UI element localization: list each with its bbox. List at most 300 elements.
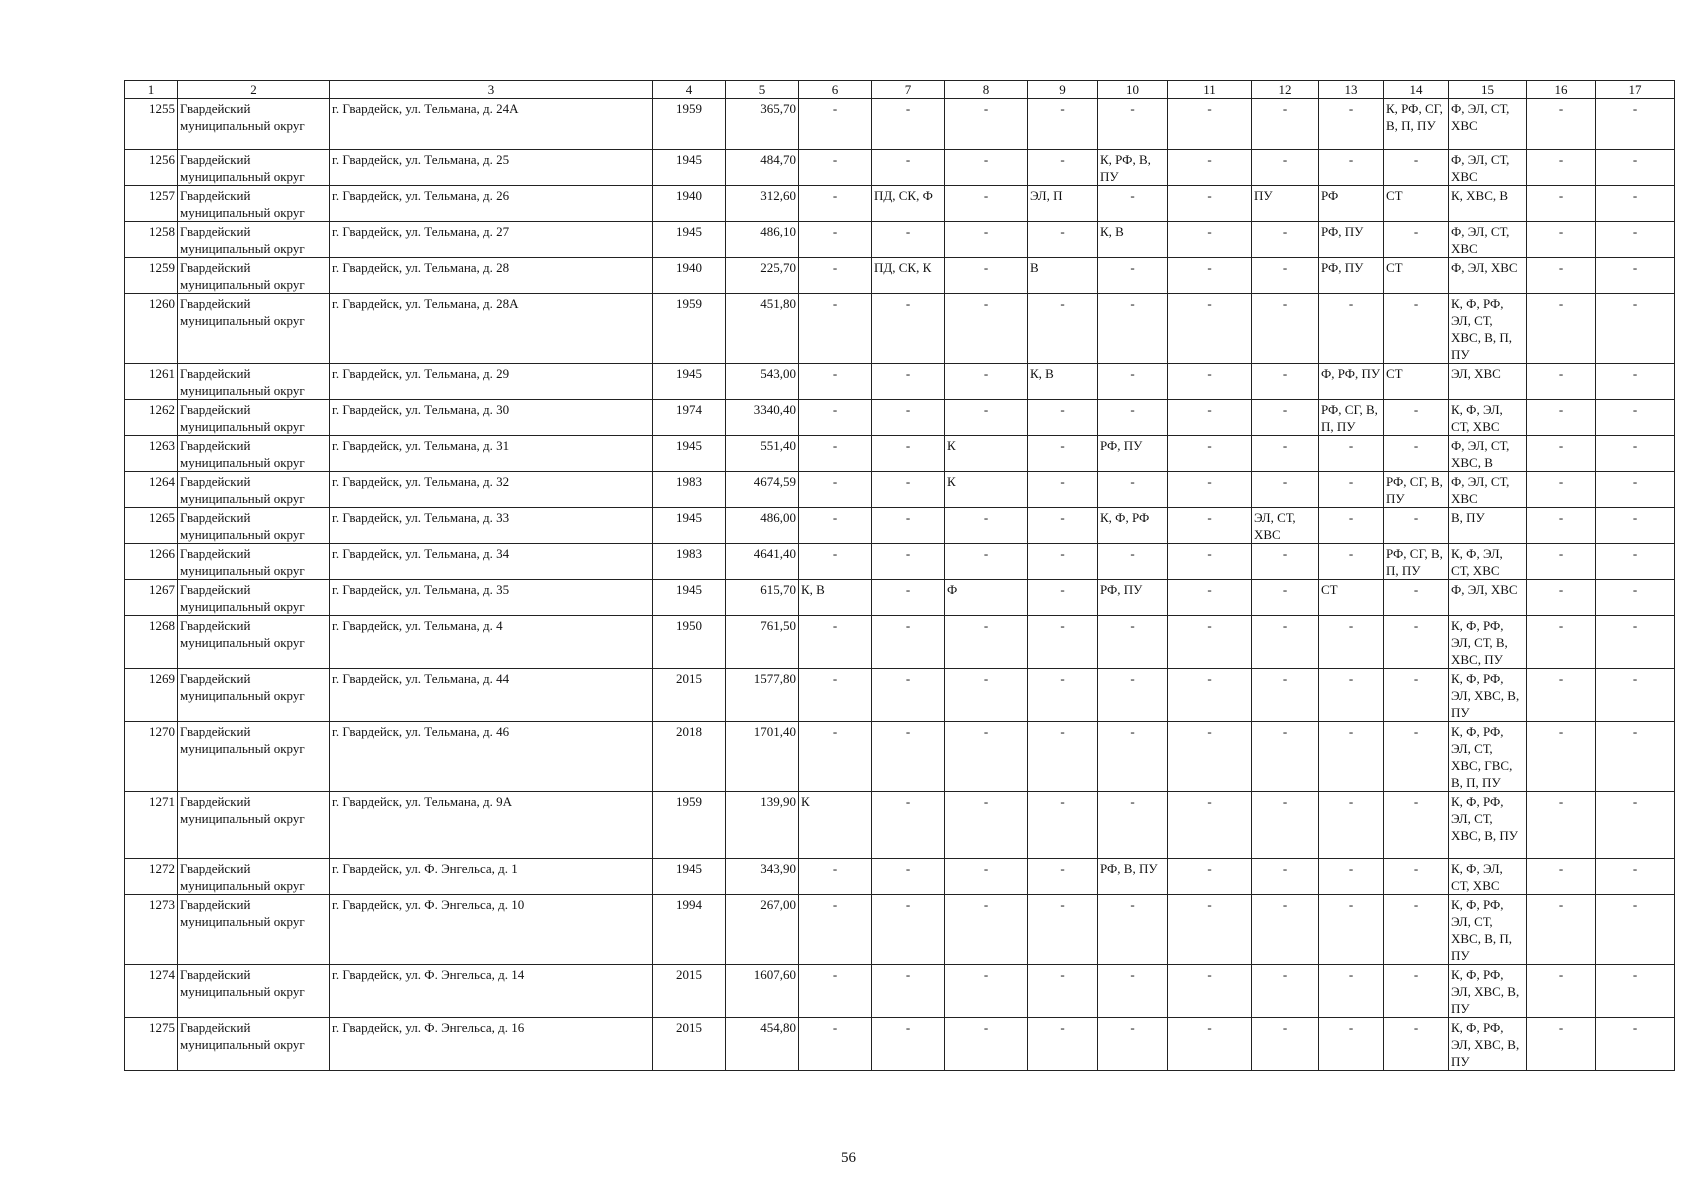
address-cell: г. Гвардейск, ул. Тельмана, д. 27 <box>330 222 653 258</box>
year-cell: 1945 <box>653 436 726 472</box>
col-10-cell: - <box>1098 186 1168 222</box>
municipality-cell: Гвардейский муниципальный округ <box>178 364 330 400</box>
column-header: 14 <box>1384 81 1449 99</box>
col-9-cell: - <box>1028 508 1098 544</box>
col-10-cell: - <box>1098 1018 1168 1071</box>
municipality-cell: Гвардейский муниципальный округ <box>178 792 330 859</box>
col-7-cell: - <box>872 222 945 258</box>
col-11-cell: - <box>1168 99 1252 150</box>
col-17-cell: - <box>1596 436 1675 472</box>
col-12-cell: - <box>1252 895 1319 965</box>
col-9-cell: К, В <box>1028 364 1098 400</box>
col-14-cell: - <box>1384 669 1449 722</box>
col-11-cell: - <box>1168 1018 1252 1071</box>
housing-registry-table <box>124 80 1675 1071</box>
col-9-cell: - <box>1028 436 1098 472</box>
col-13-cell: - <box>1319 669 1384 722</box>
col-17-cell: - <box>1596 150 1675 186</box>
year-cell: 1940 <box>653 258 726 294</box>
col-6-cell: - <box>799 965 872 1018</box>
col-12-cell: - <box>1252 669 1319 722</box>
col-8-cell: - <box>945 895 1028 965</box>
col-15-cell: ЭЛ, ХВС <box>1449 364 1527 400</box>
address-cell: г. Гвардейск, ул. Тельмана, д. 44 <box>330 669 653 722</box>
area-cell: 543,00 <box>726 364 799 400</box>
col-14-cell: - <box>1384 436 1449 472</box>
col-14-cell: - <box>1384 150 1449 186</box>
col-10-cell: - <box>1098 472 1168 508</box>
record-number-cell: 1262 <box>125 400 178 436</box>
col-9-cell: - <box>1028 669 1098 722</box>
col-11-cell: - <box>1168 722 1252 792</box>
col-16-cell: - <box>1527 792 1596 859</box>
col-6-cell: - <box>799 895 872 965</box>
col-14-cell: - <box>1384 294 1449 364</box>
area-cell: 312,60 <box>726 186 799 222</box>
col-14-cell: - <box>1384 222 1449 258</box>
col-16-cell: - <box>1527 669 1596 722</box>
record-number-cell: 1255 <box>125 99 178 150</box>
col-17-cell: - <box>1596 544 1675 580</box>
table-row <box>125 722 1675 792</box>
col-9-cell: - <box>1028 722 1098 792</box>
municipality-cell: Гвардейский муниципальный округ <box>178 544 330 580</box>
col-17-cell: - <box>1596 792 1675 859</box>
column-header: 3 <box>330 81 653 99</box>
col-13-cell: - <box>1319 722 1384 792</box>
col-17-cell: - <box>1596 965 1675 1018</box>
year-cell: 1945 <box>653 150 726 186</box>
col-6-cell: - <box>799 364 872 400</box>
col-10-cell: - <box>1098 400 1168 436</box>
table-row <box>125 544 1675 580</box>
col-15-cell: К, Ф, РФ, ЭЛ, ХВС, В, ПУ <box>1449 669 1527 722</box>
col-12-cell: - <box>1252 1018 1319 1071</box>
col-17-cell: - <box>1596 859 1675 895</box>
record-number-cell: 1264 <box>125 472 178 508</box>
year-cell: 2015 <box>653 669 726 722</box>
area-cell: 343,90 <box>726 859 799 895</box>
col-12-cell: - <box>1252 859 1319 895</box>
col-6-cell: - <box>799 222 872 258</box>
address-cell: г. Гвардейск, ул. Тельмана, д. 31 <box>330 436 653 472</box>
municipality-cell: Гвардейский муниципальный округ <box>178 400 330 436</box>
column-header: 4 <box>653 81 726 99</box>
col-16-cell: - <box>1527 222 1596 258</box>
area-cell: 451,80 <box>726 294 799 364</box>
col-17-cell: - <box>1596 400 1675 436</box>
col-14-cell: СТ <box>1384 364 1449 400</box>
col-12-cell: - <box>1252 544 1319 580</box>
col-11-cell: - <box>1168 436 1252 472</box>
year-cell: 1945 <box>653 508 726 544</box>
col-7-cell: - <box>872 99 945 150</box>
col-14-cell: СТ <box>1384 186 1449 222</box>
record-number-cell: 1256 <box>125 150 178 186</box>
table-row <box>125 99 1675 150</box>
area-cell: 4641,40 <box>726 544 799 580</box>
col-10-cell: - <box>1098 965 1168 1018</box>
record-number-cell: 1261 <box>125 364 178 400</box>
col-13-cell: РФ <box>1319 186 1384 222</box>
column-header: 9 <box>1028 81 1098 99</box>
area-cell: 761,50 <box>726 616 799 669</box>
col-13-cell: РФ, ПУ <box>1319 258 1384 294</box>
table-row <box>125 1018 1675 1071</box>
record-number-cell: 1267 <box>125 580 178 616</box>
col-7-cell: - <box>872 669 945 722</box>
area-cell: 486,10 <box>726 222 799 258</box>
registry-body <box>125 99 1675 1071</box>
col-15-cell: К, Ф, РФ, ЭЛ, СТ, ХВС, В, П, ПУ <box>1449 895 1527 965</box>
year-cell: 1950 <box>653 616 726 669</box>
col-6-cell: - <box>799 99 872 150</box>
municipality-cell: Гвардейский муниципальный округ <box>178 1018 330 1071</box>
address-cell: г. Гвардейск, ул. Тельмана, д. 30 <box>330 400 653 436</box>
record-number-cell: 1271 <box>125 792 178 859</box>
col-13-cell: - <box>1319 859 1384 895</box>
col-12-cell: - <box>1252 258 1319 294</box>
area-cell: 551,40 <box>726 436 799 472</box>
column-header: 13 <box>1319 81 1384 99</box>
col-15-cell: В, ПУ <box>1449 508 1527 544</box>
col-15-cell: Ф, ЭЛ, СТ, ХВС <box>1449 150 1527 186</box>
area-cell: 484,70 <box>726 150 799 186</box>
col-6-cell: К <box>799 792 872 859</box>
col-16-cell: - <box>1527 400 1596 436</box>
col-8-cell: - <box>945 544 1028 580</box>
col-10-cell: - <box>1098 364 1168 400</box>
col-17-cell: - <box>1596 669 1675 722</box>
col-12-cell: - <box>1252 616 1319 669</box>
col-17-cell: - <box>1596 258 1675 294</box>
address-cell: г. Гвардейск, ул. Тельмана, д. 24А <box>330 99 653 150</box>
col-6-cell: - <box>799 544 872 580</box>
address-cell: г. Гвардейск, ул. Тельмана, д. 29 <box>330 364 653 400</box>
col-11-cell: - <box>1168 400 1252 436</box>
col-7-cell: - <box>872 859 945 895</box>
col-14-cell: - <box>1384 508 1449 544</box>
col-6-cell: К, В <box>799 580 872 616</box>
col-15-cell: К, Ф, РФ, ЭЛ, СТ, ХВС, В, П, ПУ <box>1449 294 1527 364</box>
area-cell: 1701,40 <box>726 722 799 792</box>
col-12-cell: - <box>1252 722 1319 792</box>
col-17-cell: - <box>1596 99 1675 150</box>
column-header: 8 <box>945 81 1028 99</box>
year-cell: 1983 <box>653 472 726 508</box>
area-cell: 4674,59 <box>726 472 799 508</box>
col-11-cell: - <box>1168 364 1252 400</box>
municipality-cell: Гвардейский муниципальный округ <box>178 222 330 258</box>
col-11-cell: - <box>1168 508 1252 544</box>
col-9-cell: - <box>1028 400 1098 436</box>
col-9-cell: - <box>1028 294 1098 364</box>
col-9-cell: - <box>1028 580 1098 616</box>
col-15-cell: Ф, ЭЛ, СТ, ХВС <box>1449 99 1527 150</box>
col-13-cell: - <box>1319 472 1384 508</box>
col-12-cell: - <box>1252 792 1319 859</box>
year-cell: 1959 <box>653 294 726 364</box>
col-13-cell: СТ <box>1319 580 1384 616</box>
record-number-cell: 1274 <box>125 965 178 1018</box>
col-17-cell: - <box>1596 1018 1675 1071</box>
col-13-cell: - <box>1319 508 1384 544</box>
col-14-cell: - <box>1384 400 1449 436</box>
col-15-cell: Ф, ЭЛ, СТ, ХВС <box>1449 222 1527 258</box>
col-8-cell: - <box>945 965 1028 1018</box>
year-cell: 2015 <box>653 965 726 1018</box>
address-cell: г. Гвардейск, ул. Тельмана, д. 9А <box>330 792 653 859</box>
col-17-cell: - <box>1596 616 1675 669</box>
col-10-cell: К, В <box>1098 222 1168 258</box>
address-cell: г. Гвардейск, ул. Ф. Энгельса, д. 10 <box>330 895 653 965</box>
col-11-cell: - <box>1168 222 1252 258</box>
col-14-cell: СТ <box>1384 258 1449 294</box>
table-row <box>125 258 1675 294</box>
record-number-cell: 1263 <box>125 436 178 472</box>
col-16-cell: - <box>1527 859 1596 895</box>
col-9-cell: - <box>1028 150 1098 186</box>
table-row <box>125 472 1675 508</box>
col-6-cell: - <box>799 294 872 364</box>
col-13-cell: РФ, ПУ <box>1319 222 1384 258</box>
col-8-cell: - <box>945 150 1028 186</box>
year-cell: 1945 <box>653 364 726 400</box>
col-9-cell: - <box>1028 1018 1098 1071</box>
col-13-cell: - <box>1319 616 1384 669</box>
col-14-cell: - <box>1384 1018 1449 1071</box>
col-13-cell: - <box>1319 544 1384 580</box>
col-9-cell: ЭЛ, П <box>1028 186 1098 222</box>
col-8-cell: - <box>945 859 1028 895</box>
col-13-cell: - <box>1319 99 1384 150</box>
col-16-cell: - <box>1527 544 1596 580</box>
record-number-cell: 1259 <box>125 258 178 294</box>
col-6-cell: - <box>799 508 872 544</box>
year-cell: 1974 <box>653 400 726 436</box>
col-11-cell: - <box>1168 965 1252 1018</box>
table-row <box>125 669 1675 722</box>
col-15-cell: Ф, ЭЛ, СТ, ХВС, В <box>1449 436 1527 472</box>
col-13-cell: - <box>1319 965 1384 1018</box>
year-cell: 1945 <box>653 222 726 258</box>
col-13-cell: - <box>1319 1018 1384 1071</box>
col-7-cell: - <box>872 792 945 859</box>
col-8-cell: - <box>945 616 1028 669</box>
column-header: 15 <box>1449 81 1527 99</box>
col-14-cell: - <box>1384 965 1449 1018</box>
col-8-cell: - <box>945 400 1028 436</box>
col-8-cell: К <box>945 436 1028 472</box>
col-7-cell: - <box>872 1018 945 1071</box>
col-16-cell: - <box>1527 508 1596 544</box>
col-13-cell: - <box>1319 792 1384 859</box>
col-14-cell: - <box>1384 859 1449 895</box>
col-15-cell: К, Ф, РФ, ЭЛ, ХВС, В, ПУ <box>1449 965 1527 1018</box>
area-cell: 225,70 <box>726 258 799 294</box>
table-row <box>125 294 1675 364</box>
col-9-cell: В <box>1028 258 1098 294</box>
col-14-cell: - <box>1384 792 1449 859</box>
record-number-cell: 1275 <box>125 1018 178 1071</box>
col-8-cell: - <box>945 508 1028 544</box>
municipality-cell: Гвардейский муниципальный округ <box>178 895 330 965</box>
col-9-cell: - <box>1028 544 1098 580</box>
col-8-cell: - <box>945 364 1028 400</box>
area-cell: 139,90 <box>726 792 799 859</box>
col-14-cell: - <box>1384 895 1449 965</box>
col-12-cell: ПУ <box>1252 186 1319 222</box>
address-cell: г. Гвардейск, ул. Тельмана, д. 4 <box>330 616 653 669</box>
record-number-cell: 1257 <box>125 186 178 222</box>
col-9-cell: - <box>1028 792 1098 859</box>
col-17-cell: - <box>1596 580 1675 616</box>
col-12-cell: - <box>1252 364 1319 400</box>
year-cell: 2015 <box>653 1018 726 1071</box>
municipality-cell: Гвардейский муниципальный округ <box>178 508 330 544</box>
address-cell: г. Гвардейск, ул. Тельмана, д. 33 <box>330 508 653 544</box>
address-cell: г. Гвардейск, ул. Тельмана, д. 46 <box>330 722 653 792</box>
address-cell: г. Гвардейск, ул. Тельмана, д. 26 <box>330 186 653 222</box>
col-10-cell: - <box>1098 544 1168 580</box>
municipality-cell: Гвардейский муниципальный округ <box>178 150 330 186</box>
col-10-cell: РФ, В, ПУ <box>1098 859 1168 895</box>
area-cell: 454,80 <box>726 1018 799 1071</box>
col-12-cell: - <box>1252 436 1319 472</box>
col-13-cell: РФ, СГ, В, П, ПУ <box>1319 400 1384 436</box>
col-12-cell: - <box>1252 150 1319 186</box>
col-12-cell: - <box>1252 99 1319 150</box>
table-row <box>125 859 1675 895</box>
col-8-cell: Ф <box>945 580 1028 616</box>
col-14-cell: - <box>1384 616 1449 669</box>
col-16-cell: - <box>1527 294 1596 364</box>
table-row <box>125 222 1675 258</box>
record-number-cell: 1272 <box>125 859 178 895</box>
col-6-cell: - <box>799 616 872 669</box>
col-6-cell: - <box>799 859 872 895</box>
address-cell: г. Гвардейск, ул. Ф. Энгельса, д. 14 <box>330 965 653 1018</box>
col-8-cell: - <box>945 258 1028 294</box>
col-10-cell: РФ, ПУ <box>1098 580 1168 616</box>
year-cell: 1959 <box>653 792 726 859</box>
col-9-cell: - <box>1028 472 1098 508</box>
col-16-cell: - <box>1527 258 1596 294</box>
col-11-cell: - <box>1168 669 1252 722</box>
column-header: 16 <box>1527 81 1596 99</box>
col-15-cell: К, Ф, ЭЛ, СТ, ХВС <box>1449 544 1527 580</box>
col-13-cell: - <box>1319 294 1384 364</box>
table-row <box>125 580 1675 616</box>
col-10-cell: - <box>1098 99 1168 150</box>
table-row <box>125 895 1675 965</box>
address-cell: г. Гвардейск, ул. Тельмана, д. 35 <box>330 580 653 616</box>
col-11-cell: - <box>1168 258 1252 294</box>
col-12-cell: - <box>1252 400 1319 436</box>
municipality-cell: Гвардейский муниципальный округ <box>178 616 330 669</box>
col-8-cell: - <box>945 669 1028 722</box>
col-10-cell: - <box>1098 722 1168 792</box>
column-header: 10 <box>1098 81 1168 99</box>
col-11-cell: - <box>1168 792 1252 859</box>
col-15-cell: К, Ф, РФ, ЭЛ, СТ, В, ХВС, ПУ <box>1449 616 1527 669</box>
table-row <box>125 616 1675 669</box>
area-cell: 1577,80 <box>726 669 799 722</box>
area-cell: 365,70 <box>726 99 799 150</box>
col-7-cell: - <box>872 965 945 1018</box>
col-8-cell: - <box>945 792 1028 859</box>
municipality-cell: Гвардейский муниципальный округ <box>178 294 330 364</box>
col-7-cell: - <box>872 150 945 186</box>
col-10-cell: - <box>1098 616 1168 669</box>
table-row <box>125 508 1675 544</box>
municipality-cell: Гвардейский муниципальный округ <box>178 186 330 222</box>
record-number-cell: 1273 <box>125 895 178 965</box>
table-row <box>125 186 1675 222</box>
col-13-cell: Ф, РФ, ПУ <box>1319 364 1384 400</box>
col-15-cell: К, Ф, РФ, ЭЛ, СТ, ХВС, В, ПУ <box>1449 792 1527 859</box>
col-8-cell: - <box>945 222 1028 258</box>
col-9-cell: - <box>1028 895 1098 965</box>
area-cell: 615,70 <box>726 580 799 616</box>
area-cell: 267,00 <box>726 895 799 965</box>
col-14-cell: К, РФ, СГ, В, П, ПУ <box>1384 99 1449 150</box>
column-header: 1 <box>125 81 178 99</box>
col-9-cell: - <box>1028 616 1098 669</box>
record-number-cell: 1269 <box>125 669 178 722</box>
col-9-cell: - <box>1028 99 1098 150</box>
year-cell: 1945 <box>653 580 726 616</box>
col-16-cell: - <box>1527 722 1596 792</box>
municipality-cell: Гвардейский муниципальный округ <box>178 722 330 792</box>
col-8-cell: - <box>945 1018 1028 1071</box>
table-row <box>125 792 1675 859</box>
table-row <box>125 150 1675 186</box>
col-17-cell: - <box>1596 294 1675 364</box>
col-13-cell: - <box>1319 895 1384 965</box>
page-number: 56 <box>841 1150 856 1166</box>
col-6-cell: - <box>799 186 872 222</box>
col-15-cell: К, Ф, РФ, ЭЛ, ХВС, В, ПУ <box>1449 1018 1527 1071</box>
col-17-cell: - <box>1596 895 1675 965</box>
col-6-cell: - <box>799 436 872 472</box>
year-cell: 2018 <box>653 722 726 792</box>
record-number-cell: 1258 <box>125 222 178 258</box>
col-6-cell: - <box>799 669 872 722</box>
col-7-cell: - <box>872 364 945 400</box>
record-number-cell: 1265 <box>125 508 178 544</box>
col-16-cell: - <box>1527 150 1596 186</box>
column-header: 7 <box>872 81 945 99</box>
col-15-cell: К, ХВС, В <box>1449 186 1527 222</box>
record-number-cell: 1266 <box>125 544 178 580</box>
col-15-cell: Ф, ЭЛ, СТ, ХВС <box>1449 472 1527 508</box>
col-7-cell: - <box>872 508 945 544</box>
col-17-cell: - <box>1596 186 1675 222</box>
year-cell: 1994 <box>653 895 726 965</box>
col-11-cell: - <box>1168 544 1252 580</box>
year-cell: 1945 <box>653 859 726 895</box>
column-header: 11 <box>1168 81 1252 99</box>
col-11-cell: - <box>1168 895 1252 965</box>
col-11-cell: - <box>1168 859 1252 895</box>
col-7-cell: - <box>872 436 945 472</box>
col-9-cell: - <box>1028 859 1098 895</box>
column-header: 17 <box>1596 81 1675 99</box>
municipality-cell: Гвардейский муниципальный округ <box>178 669 330 722</box>
area-cell: 1607,60 <box>726 965 799 1018</box>
col-10-cell: РФ, ПУ <box>1098 436 1168 472</box>
